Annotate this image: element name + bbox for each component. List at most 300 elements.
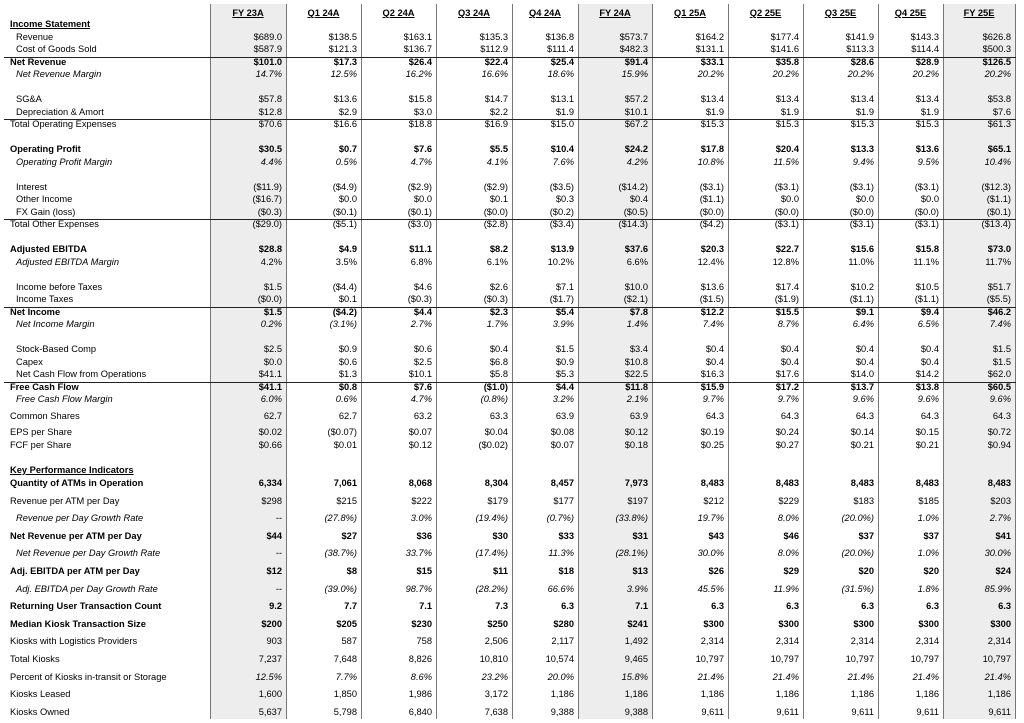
cell-value: 1,186 (550, 689, 574, 700)
cell-value: $141.6 (770, 44, 799, 54)
cell-value: ($1.1) (986, 194, 1011, 204)
cell-value: $62.0 (987, 369, 1011, 379)
cell-value: $70.6 (258, 119, 282, 129)
cell-value: $0.15 (915, 427, 939, 437)
cell-value: 1,186 (850, 689, 874, 700)
cell-value: $0.0 (338, 194, 357, 204)
cell-value: $6.8 (489, 356, 508, 367)
cell-value: $141.9 (845, 31, 874, 42)
cell-value: 1,186 (775, 689, 799, 700)
row-label: Total Operating Expenses (10, 119, 117, 129)
cell-value: 10,574 (545, 654, 574, 664)
cell-value: 33.7% (405, 548, 432, 559)
cell-value: 2,314 (775, 636, 799, 647)
cell-value: $15.0 (550, 119, 574, 129)
cell-value: (38.7%) (324, 548, 357, 559)
cell-value: $11.8 (625, 381, 648, 392)
cell-value: 7.7 (344, 601, 357, 612)
row-label: Total Kiosks (10, 654, 60, 664)
row-label: Returning User Transaction Count (10, 601, 162, 612)
cell-value: $0.4 (489, 344, 508, 354)
row-label: Revenue (16, 31, 54, 42)
cell-value: $14.0 (850, 369, 874, 379)
cell-value: $183 (853, 495, 874, 506)
cell-value: 587 (341, 636, 357, 647)
cell-value: $1.5 (992, 344, 1011, 354)
cell-value: $135.3 (479, 31, 508, 42)
cell-value: (28.2%) (475, 583, 508, 594)
cell-value: 8,826 (408, 654, 432, 664)
cell-value: ($0.0) (699, 206, 724, 217)
cell-value: $20.4 (775, 144, 799, 154)
cell-value: $0.0 (780, 194, 799, 204)
cell-value: $136.7 (403, 44, 432, 54)
cell-value: 10.8% (697, 156, 724, 167)
cell-value: ($0.5) (623, 206, 648, 217)
row-label: Depreciation & Amort (16, 106, 104, 117)
cell-value: 4.7% (410, 156, 432, 167)
cell-value: $0.12 (408, 439, 432, 450)
cell-value: $0.21 (915, 439, 939, 450)
cell-value: 6.4% (852, 319, 874, 329)
cell-value: $30 (492, 530, 508, 541)
cell-value: $28.9 (915, 56, 939, 67)
cell-value: $164.2 (695, 31, 724, 42)
row-label: Total Other Expenses (10, 219, 99, 229)
cell-value: $16.3 (700, 369, 724, 379)
cell-value: $200 (261, 618, 282, 629)
row-label: Net Income Margin (16, 319, 95, 329)
cell-value: ($1.0) (483, 381, 508, 392)
cell-value: $482.3 (619, 44, 648, 54)
cell-value: 1.0% (917, 548, 939, 559)
cell-value: $24 (995, 566, 1011, 576)
cell-value: $9.1 (855, 306, 874, 317)
cell-value: 20.2% (847, 69, 874, 79)
cell-value: $7.6 (413, 381, 432, 392)
cell-value: 6.3 (998, 601, 1011, 612)
cell-value: $15.6 (850, 244, 874, 254)
cell-value: $280 (553, 618, 574, 629)
cell-value: ($3.1) (699, 181, 724, 192)
cell-value: 8,068 (408, 478, 432, 488)
cell-value: 15.8% (621, 671, 648, 682)
cell-value: $10.0 (624, 281, 648, 292)
row-label: Other Income (16, 194, 73, 204)
cell-value: $112.9 (480, 44, 508, 54)
column-separator (1015, 4, 1016, 719)
cell-value: 1,186 (624, 689, 648, 700)
cell-value: 4.2% (260, 256, 282, 267)
cell-value: $29 (783, 566, 799, 576)
cell-value: $28.8 (258, 244, 282, 254)
cell-value: $689.0 (253, 31, 282, 42)
cell-value: 7,061 (333, 478, 357, 488)
cell-value: $18.8 (408, 119, 432, 129)
cell-value: $20 (923, 566, 939, 576)
cell-value: (20.0%) (841, 513, 874, 524)
cell-value: 8.6% (410, 671, 432, 682)
cell-value: $0.0 (413, 194, 432, 204)
cell-value: 4.1% (486, 156, 508, 167)
cell-value: 0.6% (335, 394, 357, 404)
cell-value: $2.5 (413, 356, 432, 367)
cell-value: $0.21 (850, 439, 874, 450)
cell-value: $13.6 (333, 94, 357, 104)
cell-value: 2,314 (850, 636, 874, 647)
cell-value: $24.2 (624, 144, 648, 154)
cell-value: $0.4 (705, 356, 724, 367)
cell-value: ($0.1) (332, 206, 357, 217)
cell-value: $2.6 (489, 281, 508, 292)
column-header: Q3 25E (824, 8, 857, 18)
cell-value: $2.9 (338, 106, 357, 117)
cell-value: ($1.9) (774, 294, 799, 304)
row-label: Percent of Kiosks in-transit or Storage (10, 671, 167, 682)
cell-value: ($0.07) (327, 427, 357, 437)
row-label: SG&A (16, 94, 42, 104)
cell-value: $203 (990, 495, 1011, 506)
cell-value: $22.7 (775, 244, 799, 254)
cell-value: $138.5 (328, 31, 357, 42)
row-label: Kiosks Leased (10, 689, 71, 700)
cell-value: $33.1 (700, 56, 724, 67)
cell-value: -- (275, 513, 282, 524)
cell-value: $11.1 (409, 244, 432, 254)
row-label: FX Gain (loss) (16, 206, 76, 217)
cell-value: 3.9% (626, 583, 648, 594)
cell-value: ($0.02) (478, 439, 508, 450)
cell-value: 85.9% (984, 583, 1011, 594)
row-label: Adj. EBITDA per Day Growth Rate (16, 583, 158, 594)
cell-value: 10.2% (547, 256, 574, 267)
cell-value: $197 (627, 495, 648, 506)
cell-value: $16.6 (333, 119, 357, 129)
cell-value: 11.3% (548, 548, 574, 559)
cell-value: 2,314 (915, 636, 939, 647)
cell-value: $111.4 (546, 44, 574, 54)
cell-value: $0.12 (624, 427, 648, 437)
cell-value: $15 (416, 566, 432, 576)
cell-value: 63.3 (489, 410, 508, 421)
row-label: Net Cash Flow from Operations (16, 369, 147, 379)
cell-value: $41.1 (258, 369, 282, 379)
cell-value: ($0.3) (257, 206, 282, 217)
cell-value: 6.1% (486, 256, 508, 267)
cell-value: $12.2 (700, 306, 724, 317)
cell-value: (19.4%) (475, 513, 508, 524)
cell-value: 6.3 (861, 601, 874, 612)
cell-value: ($1.1) (849, 294, 874, 304)
cell-value: $8 (346, 566, 357, 576)
cell-value: (3.1%) (329, 319, 357, 329)
cell-value: $4.4 (555, 381, 574, 392)
cell-value: ($1.5) (699, 294, 724, 304)
cell-value: 9,611 (701, 706, 724, 717)
cell-value: $20 (858, 566, 874, 576)
cell-value: 1,186 (915, 689, 939, 700)
cell-value: 6.6% (626, 256, 648, 267)
cell-value: $60.5 (987, 381, 1011, 392)
cell-value: 9,611 (988, 706, 1011, 717)
cell-value: $114.4 (911, 44, 939, 54)
cell-value: $0.27 (775, 439, 799, 450)
cell-value: $0.0 (263, 356, 282, 367)
cell-value: 6.3 (711, 601, 724, 612)
cell-value: $1.9 (920, 106, 939, 117)
cell-value: 10,797 (910, 654, 939, 664)
cell-value: 8,483 (850, 478, 874, 488)
cell-value: $17.4 (775, 281, 799, 292)
cell-value: (27.8%) (324, 513, 357, 524)
cell-value: $2.2 (489, 106, 508, 117)
cell-value: ($0.0) (257, 294, 282, 304)
row-label: Operating Profit (10, 144, 81, 154)
cell-value: $26.4 (408, 56, 432, 67)
cell-value: 2.7% (410, 319, 432, 329)
cell-value: $12 (266, 566, 282, 576)
cell-value: 10,797 (845, 654, 874, 664)
row-label: Net Revenue (10, 56, 67, 67)
cell-value: 2.1% (626, 394, 648, 404)
cell-value: 10,797 (982, 654, 1011, 664)
cell-value: 21.4% (984, 671, 1011, 682)
cell-value: 21.4% (772, 671, 799, 682)
cell-value: 20.2% (912, 69, 939, 79)
cell-value: 18.6% (547, 69, 574, 79)
cell-value: $131.1 (695, 44, 724, 54)
cell-value: 6.5% (917, 319, 939, 329)
cell-value: $113.3 (846, 44, 874, 54)
cell-value: (31.5%) (841, 583, 874, 594)
cell-value: ($0.3) (483, 294, 508, 304)
cell-value: 2,117 (551, 636, 574, 647)
cell-value: $0.24 (775, 427, 799, 437)
cell-value: $30.5 (258, 144, 282, 154)
cell-value: $0.4 (920, 344, 939, 354)
cell-value: $13.4 (775, 94, 799, 104)
cell-value: 14.7% (255, 69, 282, 79)
cell-value: $185 (918, 495, 939, 506)
cell-value: ($3.4) (549, 219, 574, 229)
row-label: Kiosks with Logistics Providers (10, 636, 138, 647)
cell-value: (0.8%) (480, 394, 508, 404)
cell-value: 64.3 (855, 410, 874, 421)
cell-value: ($1.1) (914, 294, 939, 304)
cell-value: $126.5 (982, 56, 1011, 67)
cell-value: ($3.1) (774, 219, 799, 229)
cell-value: $0.0 (920, 194, 939, 204)
cell-value: $10.8 (624, 356, 648, 367)
cell-value: $1.5 (555, 344, 574, 354)
cell-value: 7.3 (495, 601, 508, 612)
cell-value: 2,314 (987, 636, 1011, 647)
cell-value: $13.8 (915, 381, 939, 392)
cell-value: 6.3 (926, 601, 939, 612)
cell-value: $9.4 (920, 306, 939, 317)
cell-value: 3,172 (484, 689, 508, 700)
cell-value: 1.7% (486, 319, 508, 329)
cell-value: ($0.1) (986, 206, 1011, 217)
cell-value: $13 (632, 566, 648, 576)
cell-value: $0.01 (333, 439, 357, 450)
cell-value: 3.0% (410, 513, 432, 524)
cell-value: 2.7% (989, 513, 1011, 524)
cell-value: 9,611 (916, 706, 939, 717)
column-header: Q4 24A (528, 8, 562, 18)
row-label: Income Taxes (16, 294, 74, 304)
cell-value: 7,237 (258, 654, 282, 664)
cell-value: $1.9 (855, 106, 874, 117)
cell-value: $300 (703, 618, 724, 629)
cell-value: 21.4% (847, 671, 874, 682)
cell-value: $212 (703, 495, 724, 506)
cell-value: $17.3 (333, 56, 357, 67)
cell-value: 20.2% (772, 69, 799, 79)
cell-value: (20.0%) (841, 548, 874, 559)
cell-value: $587.9 (253, 44, 282, 54)
cell-value: $13.9 (550, 244, 574, 254)
cell-value: 1.4% (626, 319, 648, 329)
cell-value: ($3.1) (774, 181, 799, 192)
cell-value: 16.6% (481, 69, 508, 79)
column-header: Q4 25E (894, 8, 927, 18)
cell-value: $12.8 (258, 106, 282, 117)
cell-value: $250 (487, 618, 508, 629)
cell-value: (0.7%) (546, 513, 574, 524)
cell-value: $5.3 (555, 369, 574, 379)
cell-value: $0.25 (700, 439, 724, 450)
cell-value: 12.8% (772, 256, 799, 267)
cell-value: 11.9% (773, 583, 799, 594)
cell-value: 8,483 (987, 478, 1011, 488)
cell-value: 64.3 (780, 410, 799, 421)
cell-value: 1.0% (917, 513, 939, 524)
cell-value: $0.9 (555, 356, 574, 367)
cell-value: $3.4 (629, 344, 648, 354)
cell-value: $0.4 (705, 344, 724, 354)
cell-value: ($4.4) (332, 281, 357, 292)
cell-value: $121.3 (328, 44, 357, 54)
row-label: Income Statement (10, 19, 91, 29)
cell-value: $53.8 (987, 94, 1011, 104)
cell-value: 15.9% (621, 69, 648, 79)
row-label: Revenue per ATM per Day (10, 495, 120, 506)
cell-value: $177 (553, 495, 574, 506)
cell-value: 9,388 (624, 706, 648, 717)
column-header: Q2 25E (749, 8, 782, 18)
cell-value: $61.3 (987, 119, 1011, 129)
cell-value: $15.3 (915, 119, 939, 129)
cell-value: ($0.0) (849, 206, 874, 217)
cell-value: $13.4 (700, 94, 724, 104)
cell-value: 4.4% (260, 156, 282, 167)
cell-value: -- (275, 548, 282, 559)
cell-value: 758 (416, 636, 432, 647)
column-header: FY 23A (232, 8, 264, 18)
cell-value: 1,850 (333, 689, 357, 700)
cell-value: $13.4 (915, 94, 939, 104)
cell-value: 6.3 (786, 601, 799, 612)
row-label: EPS per Share (10, 427, 73, 437)
row-label: Interest (16, 181, 48, 192)
cell-value: ($2.8) (483, 219, 508, 229)
cell-value: 64.3 (920, 410, 939, 421)
cell-value: $18 (558, 566, 574, 576)
cell-value: ($4.2) (699, 219, 724, 229)
cell-value: 30.0% (984, 548, 1011, 559)
cell-value: 9.4% (852, 156, 874, 167)
cell-value: 64.3 (992, 410, 1011, 421)
row-label: Free Cash Flow Margin (16, 394, 113, 404)
cell-value: 19.7% (697, 513, 724, 524)
cell-value: ($4.2) (332, 306, 357, 317)
cell-value: 16.2% (405, 69, 432, 79)
cell-value: 1,600 (258, 689, 282, 700)
cell-value: 63.2 (413, 410, 432, 421)
cell-value: 11.0% (848, 256, 874, 267)
cell-value: $13.4 (850, 94, 874, 104)
cell-value: ($4.9) (332, 181, 357, 192)
cell-value: $57.2 (624, 94, 648, 104)
column-header: FY 25E (963, 8, 995, 18)
cell-value: $13.7 (850, 381, 874, 392)
cell-value: ($0.1) (407, 206, 432, 217)
cell-value: 63.9 (629, 410, 648, 421)
cell-value: 12.5% (330, 69, 357, 79)
cell-value: $41.1 (258, 381, 282, 392)
cell-value: $10.2 (850, 281, 874, 292)
cell-value: 21.4% (697, 671, 724, 682)
cell-value: $101.0 (253, 56, 282, 67)
row-label: Operating Profit Margin (16, 156, 113, 167)
cell-value: 4.7% (410, 394, 432, 404)
cell-value: $1.9 (705, 106, 724, 117)
cell-value: 9.6% (852, 394, 874, 404)
cell-value: $0.72 (987, 427, 1011, 437)
cell-value: -- (275, 583, 282, 594)
column-header: Q1 25A (673, 8, 707, 18)
cell-value: $10.1 (624, 106, 648, 117)
cell-value: $44 (266, 530, 282, 541)
cell-value: 10,797 (695, 654, 724, 664)
cell-value: ($5.1) (332, 219, 357, 229)
kpi-section-title: Key Performance Indicators (10, 465, 134, 475)
cell-value: $26 (708, 566, 724, 576)
column-header: Q1 24A (307, 8, 340, 18)
cell-value: $22.4 (484, 56, 508, 67)
cell-value: $31 (632, 530, 648, 541)
cell-value: ($2.9) (407, 181, 432, 192)
cell-value: ($2.1) (623, 294, 648, 304)
column-header: Q2 24A (382, 8, 415, 18)
cell-value: $0.4 (855, 344, 874, 354)
cell-value: $0.6 (338, 356, 357, 367)
cell-value: $626.8 (982, 31, 1011, 42)
cell-value: $13.3 (850, 144, 874, 154)
cell-value: $17.2 (775, 381, 799, 392)
cell-value: $15.5 (775, 306, 799, 317)
cell-value: ($3.1) (849, 181, 874, 192)
cell-value: ($3.5) (549, 181, 574, 192)
cell-value: 12.4% (697, 256, 724, 267)
cell-value: 6.3 (561, 601, 574, 612)
cell-value: $136.8 (545, 31, 574, 42)
cell-value: $143.3 (910, 31, 939, 42)
cell-value: 0.2% (260, 319, 282, 329)
row-label: Common Shares (10, 410, 80, 421)
cell-value: $15.8 (408, 94, 432, 104)
